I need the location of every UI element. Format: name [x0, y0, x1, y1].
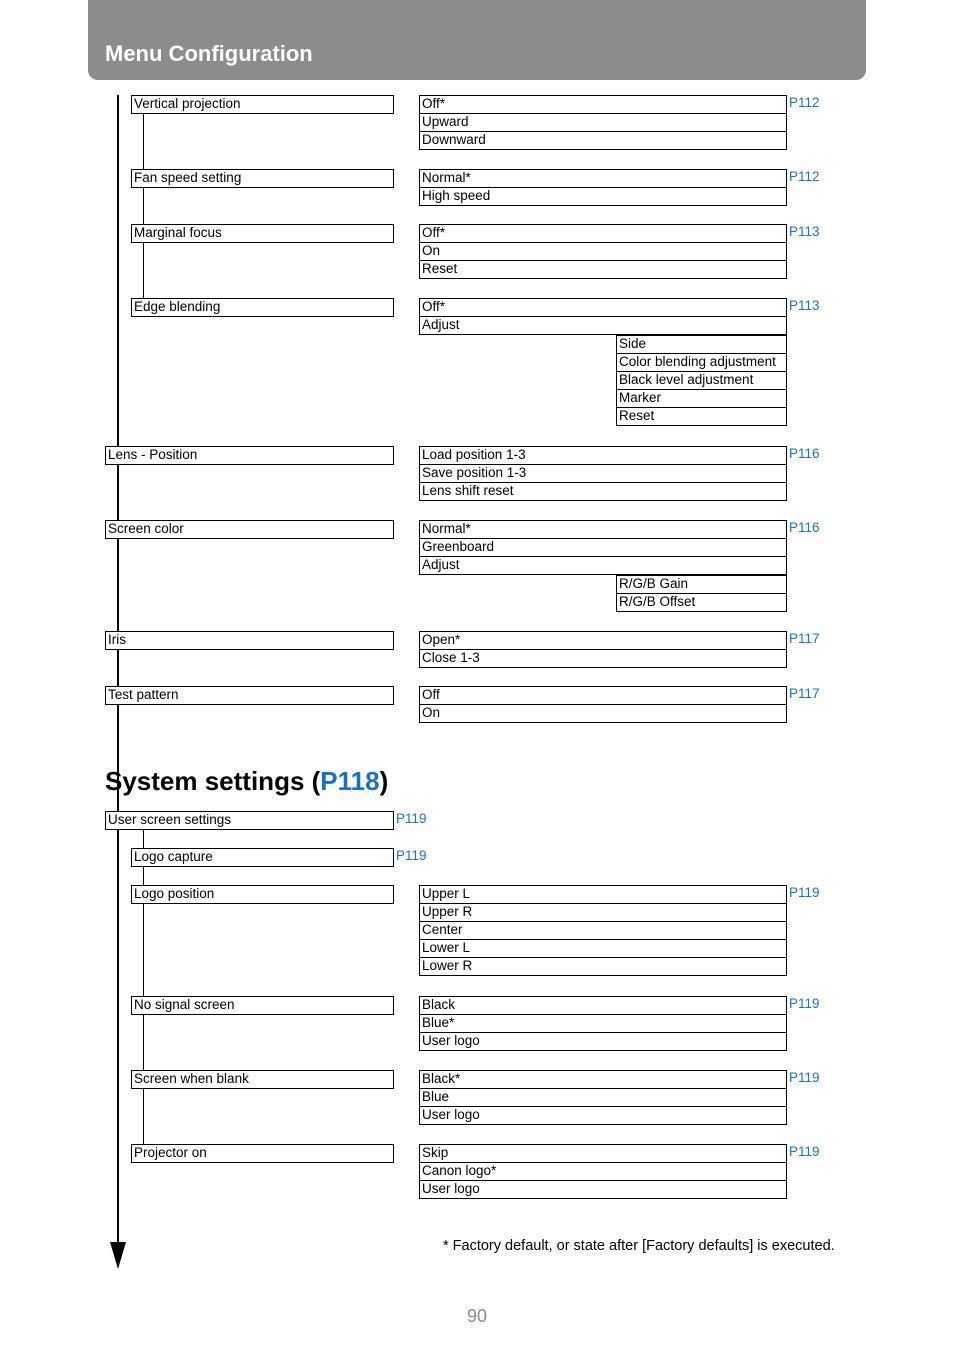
suboption-item: Black level adjustment: [616, 371, 787, 390]
menu-lens-position: Lens - Position: [105, 446, 394, 465]
option-item: Downward: [419, 131, 787, 150]
option-item: Black*: [419, 1070, 787, 1089]
suboption-item: Reset: [616, 407, 787, 426]
option-item: User logo: [419, 1106, 787, 1125]
option-item: Center: [419, 921, 787, 940]
tree-sub-line-1: [143, 114, 144, 300]
ref-link-edge-blending[interactable]: P113: [789, 298, 820, 313]
page-header: [88, 0, 866, 80]
options-lens-position: [419, 446, 787, 501]
menu-projector-on: Projector on: [131, 1144, 394, 1163]
suboption-item: Side: [616, 335, 787, 354]
ref-link-logo-capture[interactable]: P119: [396, 848, 427, 863]
option-item: Adjust: [419, 556, 787, 575]
option-item: Reset: [419, 260, 787, 279]
option-item: Close 1-3: [419, 649, 787, 668]
ref-link-user-screen-settings[interactable]: P119: [396, 811, 427, 826]
options-screen-color: [419, 520, 787, 575]
ref-link-logo-position[interactable]: P119: [789, 885, 820, 900]
option-item: Off*: [419, 224, 787, 243]
option-item: User logo: [419, 1032, 787, 1051]
section-title-prefix: System settings (: [105, 766, 321, 796]
menu-logo-capture: Logo capture: [131, 848, 394, 867]
options-marginal-focus: [419, 224, 787, 279]
ref-link-no-signal-screen[interactable]: P119: [789, 996, 820, 1011]
option-item: Canon logo*: [419, 1162, 787, 1181]
option-item: Off: [419, 686, 787, 705]
option-item: Upper R: [419, 903, 787, 922]
options-vertical-projection: [419, 95, 787, 150]
section-title-ref-link[interactable]: P118: [320, 766, 380, 796]
option-item: Lower R: [419, 957, 787, 976]
option-item: Normal*: [419, 169, 787, 188]
option-item: Lower L: [419, 939, 787, 958]
suboption-item: Color blending adjustment: [616, 353, 787, 372]
suboptions-screen-color: [616, 575, 787, 612]
option-item: Blue: [419, 1088, 787, 1107]
header-title: Menu Configuration: [105, 41, 313, 66]
option-item: Upward: [419, 113, 787, 132]
options-logo-position: [419, 885, 787, 976]
suboption-item: R/G/B Offset: [616, 593, 787, 612]
options-screen-when-blank: [419, 1070, 787, 1125]
menu-no-signal-screen: No signal screen: [131, 996, 394, 1015]
option-item: Upper L: [419, 885, 787, 904]
option-item: On: [419, 704, 787, 723]
ref-link-vertical-projection[interactable]: P112: [789, 95, 820, 110]
options-projector-on: [419, 1144, 787, 1199]
menu-fan-speed: Fan speed setting: [131, 169, 394, 188]
suboption-item: R/G/B Gain: [616, 575, 787, 594]
option-item: Off*: [419, 95, 787, 114]
section-title-system-settings: [105, 766, 388, 797]
option-item: Blue*: [419, 1014, 787, 1033]
option-item: Black: [419, 996, 787, 1015]
menu-user-screen-settings: User screen settings: [105, 811, 394, 830]
ref-link-marginal-focus[interactable]: P113: [789, 224, 820, 239]
ref-link-screen-color[interactable]: P116: [789, 520, 820, 535]
page-number: 90: [466, 1306, 488, 1326]
tree-down-arrow-icon: [110, 1242, 126, 1269]
ref-link-iris[interactable]: P117: [789, 631, 820, 646]
menu-edge-blending: Edge blending: [131, 298, 394, 317]
suboptions-edge-blending: [616, 335, 787, 426]
option-item: Save position 1-3: [419, 464, 787, 483]
menu-marginal-focus: Marginal focus: [131, 224, 394, 243]
options-no-signal-screen: [419, 996, 787, 1051]
option-item: High speed: [419, 187, 787, 206]
options-test-pattern: [419, 686, 787, 723]
option-item: Load position 1-3: [419, 446, 787, 465]
suboption-item: Marker: [616, 389, 787, 408]
menu-logo-position: Logo position: [131, 885, 394, 904]
options-edge-blending: [419, 298, 787, 335]
menu-vertical-projection: Vertical projection: [131, 95, 394, 114]
tree-sub-line-2: [143, 829, 144, 1147]
options-iris: [419, 631, 787, 668]
option-item: Off*: [419, 298, 787, 317]
tree-main-line: [117, 95, 119, 1245]
options-fan-speed: [419, 169, 787, 206]
option-item: Open*: [419, 631, 787, 650]
option-item: Adjust: [419, 316, 787, 335]
section-title-suffix: ): [379, 766, 389, 796]
option-item: On: [419, 242, 787, 261]
menu-iris: Iris: [105, 631, 394, 650]
ref-link-projector-on[interactable]: P119: [789, 1144, 820, 1159]
ref-link-lens-position[interactable]: P116: [789, 446, 820, 461]
option-item: Lens shift reset: [419, 482, 787, 501]
footnote: * Factory default, or state after [Factory defaults] is executed.: [443, 1238, 835, 1254]
option-item: Greenboard: [419, 538, 787, 557]
menu-screen-color: Screen color: [105, 520, 394, 539]
option-item: User logo: [419, 1180, 787, 1199]
option-item: Skip: [419, 1144, 787, 1163]
menu-test-pattern: Test pattern: [105, 686, 394, 705]
ref-link-test-pattern[interactable]: P117: [789, 686, 820, 701]
ref-link-fan-speed[interactable]: P112: [789, 169, 820, 184]
option-item: Normal*: [419, 520, 787, 539]
menu-screen-when-blank: Screen when blank: [131, 1070, 394, 1089]
ref-link-screen-when-blank[interactable]: P119: [789, 1070, 820, 1085]
